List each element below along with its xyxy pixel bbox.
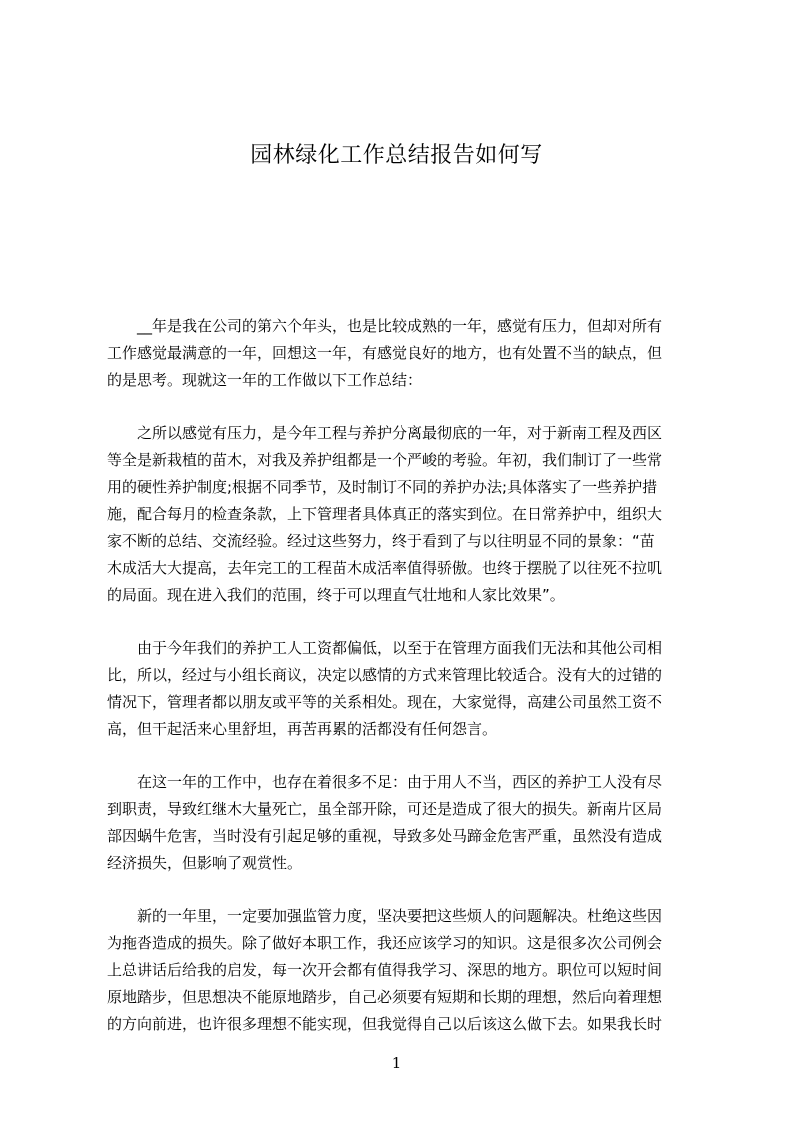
paragraph-line: 的是思考。现就这一年的工作做以下工作总结： (107, 371, 423, 389)
paragraph (107, 313, 699, 394)
paragraph-line: 在这一年的工作中，也存在着很多不足：由于用人不当，西区的养护工人没有尽 (107, 773, 663, 791)
paragraph-line: 到职责，导致红继木大量死亡，虽全部开除，可还是造成了很大的损失。新南片区局 (107, 800, 663, 818)
paragraph (107, 769, 699, 877)
paragraph-line: 木成活大大提高，去年完工的工程苗木成活率值得骄傲。也终于摆脱了以往死不拉叽 (107, 559, 663, 577)
paragraph-line: 上总讲话后给我的启发，每一次开会都有值得我学习、深思的地方。职位可以短时间 (107, 961, 663, 979)
paragraph-line: 部因蜗牛危害，当时没有引起足够的重视，导致多处马蹄金危害严重，虽然没有造成 (107, 827, 663, 845)
paragraph (107, 903, 699, 1038)
paragraph-line: 的局面。现在进入我们的范围，终于可以理直气壮地和人家比效果”。 (107, 586, 565, 604)
paragraph-line: 用的硬性养护制度;根据不同季节，及时制订不同的养护办法;具体落实了一些养护措 (107, 478, 658, 496)
paragraph-line: 高，但干起活来心里舒坦，再苦再累的活都没有任何怨言。 (107, 720, 498, 738)
paragraph (107, 420, 699, 609)
paragraph-line: 经济损失，但影响了观赏性。 (107, 854, 303, 872)
paragraph-line: 工作感觉最满意的一年，回想这一年，有感觉良好的地方，也有处置不当的缺点，但 (107, 344, 663, 362)
document-title: 园林绿化工作总结报告如何写 (250, 143, 543, 168)
paragraph-line: 施，配合每月的检查条款，上下管理者具体真正的落实到位。在日常养护中，组织大 (107, 505, 663, 523)
paragraph-line: 为拖沓造成的损失。除了做好本职工作，我还应该学习的知识。这是很多次公司例会 (107, 934, 663, 952)
paragraph-line: __年是我在公司的第六个年头，也是比较成熟的一年，感觉有压力，但却对所有 (107, 317, 663, 335)
paragraph-line: 情况下，管理者都以朋友或平等的关系相处。现在，大家觉得，高建公司虽然工资不 (107, 693, 663, 711)
document-body (107, 313, 699, 1064)
paragraph-line: 由于今年我们的养护工人工资都偏低，以至于在管理方面我们无法和其他公司相 (107, 639, 663, 657)
paragraph (107, 635, 699, 743)
paragraph-line: 等全是新栽植的苗木，对我及养护组都是一个严峻的考验。年初，我们制订了一些常 (107, 451, 663, 469)
paragraph-line: 的方向前进，也许很多理想不能实现，但我觉得自己以后该这么做下去。如果我长时 (107, 1015, 663, 1033)
paragraph-line: 原地踏步，但思想决不能原地踏步，自己必须要有短期和长期的理想，然后向着理想 (107, 988, 663, 1006)
paragraph-line: 之所以感觉有压力，是今年工程与养护分离最彻底的一年，对于新南工程及西区 (107, 424, 663, 442)
paragraph-line: 新的一年里，一定要加强监管力度，坚决要把这些烦人的问题解决。杜绝这些因 (107, 907, 663, 925)
paragraph-line: 家不断的总结、交流经验。经过这些努力，终于看到了与以往明显不同的景象：“苗 (107, 532, 655, 550)
page-number: 1 (391, 1054, 402, 1072)
paragraph-line: 比，所以，经过与小组长商议，决定以感情的方式来管理比较适合。没有大的过错的 (107, 666, 663, 684)
